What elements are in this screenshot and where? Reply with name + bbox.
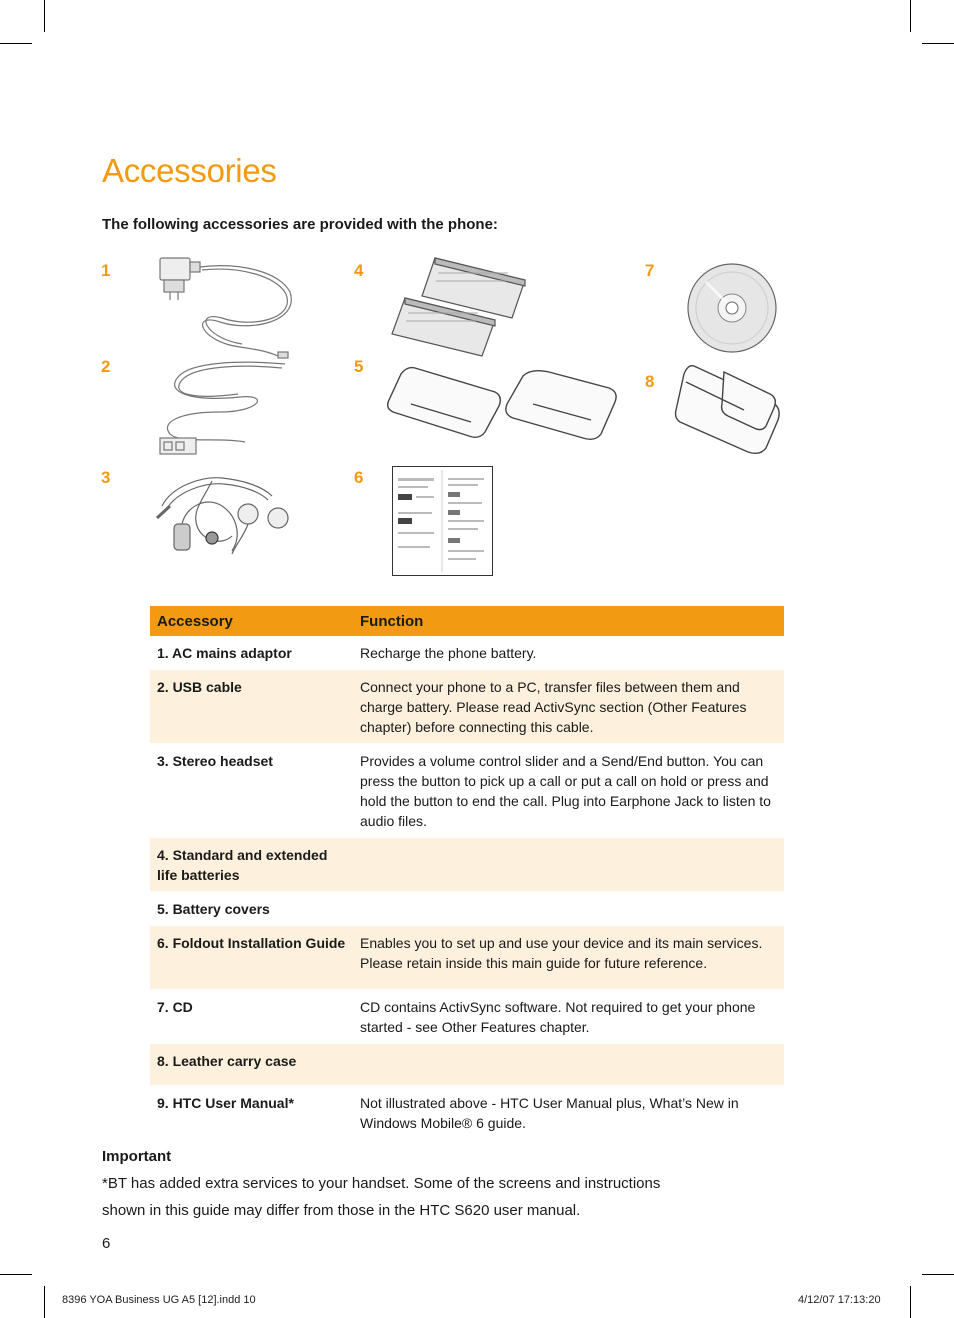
crop-mark <box>910 1286 911 1318</box>
battery-covers-illustration <box>385 364 621 442</box>
table-row <box>150 838 784 892</box>
important-heading: Important <box>102 1148 172 1165</box>
stereo-headset-illustration <box>152 466 297 558</box>
batteries-illustration <box>390 256 530 358</box>
accessory-function <box>353 1044 784 1086</box>
table-row <box>150 990 784 1044</box>
cd-illustration <box>686 262 778 354</box>
important-line: *BT has added extra services to your handset. Some of the screens and instructions <box>102 1175 661 1192</box>
accessory-function: Recharge the phone battery. <box>353 636 784 670</box>
accessory-name: 7. CD <box>150 990 353 1044</box>
figure-label: 8 <box>645 372 655 391</box>
figure-label: 3 <box>101 468 111 487</box>
accessory-function: Connect your phone to a PC, transfer files between them and charge battery. Please read ActivSync section (Other Features chapter) before connecting this cable. <box>353 670 784 744</box>
carry-case-illustration <box>674 362 786 458</box>
accessories-table <box>150 606 784 1140</box>
figure-label: 5 <box>354 357 364 376</box>
crop-mark <box>922 1274 954 1275</box>
crop-mark <box>44 0 45 32</box>
crop-mark <box>910 0 911 32</box>
accessory-name: 4. Standard and extended life batteries <box>150 838 353 892</box>
figure-label: 7 <box>645 261 655 280</box>
table-row <box>150 670 784 744</box>
accessory-function: Provides a volume control slider and a Send/End button. You can press the button to pick up a call or put a call on hold or press and hold the button to end the call. Plug into Earphone Jack to listen to audio files. <box>353 744 784 838</box>
table-row <box>150 1086 784 1140</box>
accessory-function: Not illustrated above - HTC User Manual plus, What’s New in Windows Mobile® 6 guide. <box>353 1086 784 1140</box>
accessory-function: CD contains ActivSync software. Not required to get your phone started - see Other Features chapter. <box>353 990 784 1044</box>
important-line: shown in this guide may differ from those in the HTC S620 user manual. <box>102 1202 581 1219</box>
print-slug-right: 4/12/07 17:13:20 <box>798 1294 881 1306</box>
print-slug-left: 8396 YOA Business UG A5 [12].indd 10 <box>62 1294 256 1306</box>
function-column-header: Function <box>353 606 784 636</box>
accessory-column-header: Accessory <box>150 606 353 636</box>
intro-text: The following accessories are provided with the phone: <box>102 216 498 233</box>
crop-mark <box>922 43 954 44</box>
table-row <box>150 926 784 990</box>
table-header-row <box>150 606 784 636</box>
crop-mark <box>44 1286 45 1318</box>
table-row <box>150 744 784 838</box>
accessory-name: 2. USB cable <box>150 670 353 744</box>
figure-label: 4 <box>354 261 364 280</box>
page-title: Accessories <box>102 152 277 189</box>
accessory-function <box>353 892 784 926</box>
accessory-function <box>353 838 784 892</box>
table-row <box>150 636 784 670</box>
foldout-guide-illustration <box>392 466 493 576</box>
table-row <box>150 892 784 926</box>
accessory-name: 1. AC mains adaptor <box>150 636 353 670</box>
table-row <box>150 1044 784 1086</box>
accessory-name: 9. HTC User Manual* <box>150 1086 353 1140</box>
important-note <box>102 1143 722 1224</box>
accessory-name: 3. Stereo headset <box>150 744 353 838</box>
figure-label: 6 <box>354 468 364 487</box>
accessory-name: 6. Foldout Installation Guide <box>150 926 353 990</box>
accessory-function: Enables you to set up and use your device and its main services. Please retain inside this main guide for future reference. <box>353 926 784 990</box>
figure-label: 1 <box>101 261 111 280</box>
accessory-name: 8. Leather carry case <box>150 1044 353 1086</box>
figure-label: 2 <box>101 357 111 376</box>
crop-mark <box>0 43 32 44</box>
accessory-name: 5. Battery covers <box>150 892 353 926</box>
page-number: 6 <box>102 1235 111 1252</box>
crop-mark <box>0 1274 32 1275</box>
ac-adaptor-and-usb-cable-illustration <box>150 252 300 464</box>
